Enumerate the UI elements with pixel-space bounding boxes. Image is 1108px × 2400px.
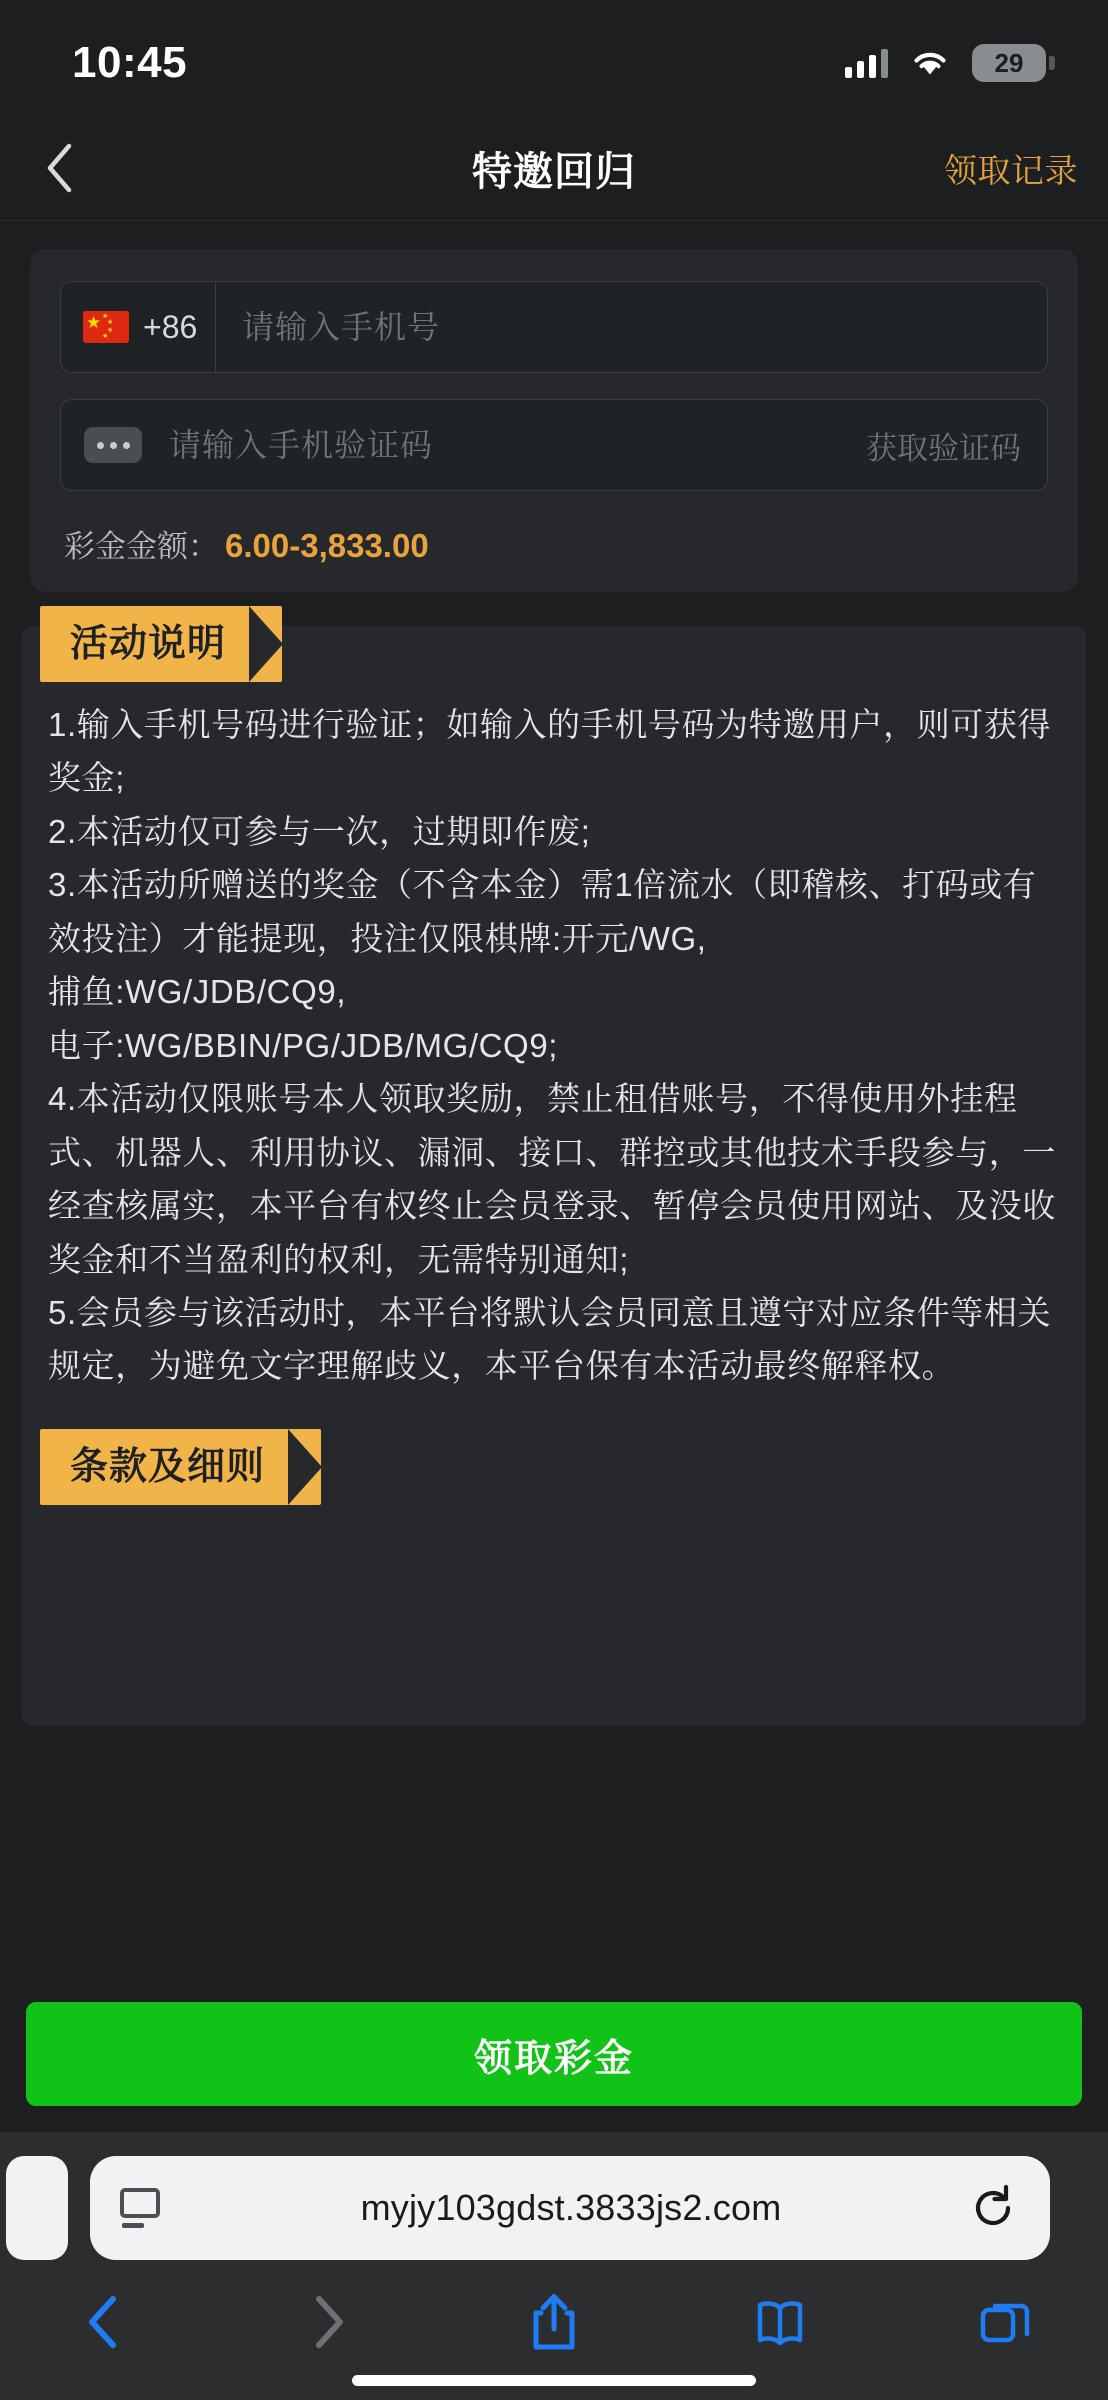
battery-icon xyxy=(972,44,1046,82)
chevron-left-icon xyxy=(43,141,77,195)
verification-code-input[interactable] xyxy=(143,427,856,464)
claim-form-card xyxy=(30,249,1078,592)
share-button[interactable] xyxy=(517,2286,591,2358)
country-code-label: +86 xyxy=(143,308,198,345)
sms-code-icon xyxy=(61,427,143,463)
phone-field-row xyxy=(60,281,1048,373)
tabs-icon xyxy=(977,2294,1033,2350)
terms-title-ribbon: 条款及细则 xyxy=(40,1429,321,1505)
verification-code-field-row xyxy=(60,399,1048,491)
tabs-button[interactable] xyxy=(968,2286,1042,2358)
bonus-amount-value: 6.00-3,833.00 xyxy=(225,527,429,564)
share-icon xyxy=(527,2291,581,2353)
rule-line: 捕鱼:WG/JDB/CQ9, xyxy=(48,973,347,1011)
adjacent-tab-edge[interactable] xyxy=(6,2156,68,2260)
rule-line: 5.会员参与该活动时，本平台将默认会员同意且遵守对应条件等相关规定，为避免文字理解歧义，本平台保有本活动最终解释权。 xyxy=(48,1293,1052,1385)
url-text: myjy103gdst.3833js2.com xyxy=(360,2187,782,2228)
china-flag-icon: ★ ★ ★ ★ ★ xyxy=(83,311,129,343)
rule-line: 2.本活动仅可参与一次，过期即作废; xyxy=(48,812,591,850)
home-indicator xyxy=(352,2375,756,2386)
nav-bar xyxy=(0,116,1108,221)
reload-icon xyxy=(968,2183,1018,2233)
rule-line: 电子:WG/BBIN/PG/JDB/MG/CQ9; xyxy=(48,1026,559,1064)
back-button[interactable] xyxy=(24,132,96,204)
bonus-amount-row xyxy=(60,521,1048,566)
browser-toolbar xyxy=(0,2260,1108,2358)
cta-container xyxy=(0,1984,1108,2132)
browser-back-icon xyxy=(83,2293,123,2351)
get-code-button[interactable]: 获取验证码 xyxy=(866,430,1021,466)
bookmarks-button[interactable] xyxy=(743,2286,817,2358)
browser-forward-button[interactable] xyxy=(292,2286,366,2358)
rule-line: 4.本活动仅限账号本人领取奖励，禁止租借账号，不得使用外挂程式、机器人、利用协议、漏洞、接口、群控或其他技术手段参与，一经查核属实，本平台有权终止会员登录、暂停会员使用网站、及没收奖金和不当盈利的权利，无需特别通知; xyxy=(48,1080,1056,1278)
browser-forward-icon xyxy=(309,2293,349,2351)
claim-records-link[interactable]: 领取记录 xyxy=(944,151,1078,189)
bookmarks-icon xyxy=(752,2294,808,2350)
reader-view-icon[interactable] xyxy=(120,2188,176,2228)
rules-title-ribbon: 活动说明 xyxy=(40,606,282,682)
page-title: 特邀回归 xyxy=(472,149,636,194)
battery-percent: 29 xyxy=(994,47,1024,78)
bonus-amount-label: 彩金金额： xyxy=(64,529,219,564)
browser-back-button[interactable] xyxy=(66,2286,140,2358)
activity-rules-panel xyxy=(22,623,1086,1726)
reload-button[interactable] xyxy=(966,2181,1020,2235)
page-content xyxy=(0,221,1108,2132)
status-indicators xyxy=(845,44,1046,82)
cellular-signal-icon xyxy=(845,48,888,78)
rule-line: 3.本活动所赠送的奖金（不含本金）需1倍流水（即稽核、打码或有效投注）才能提现，投注仅限棋牌:开元/WG, xyxy=(48,866,1037,957)
url-bar[interactable] xyxy=(90,2156,1050,2260)
claim-bonus-button[interactable]: 领取彩金 xyxy=(26,2002,1082,2106)
wifi-icon xyxy=(910,48,950,78)
phone-input[interactable] xyxy=(216,309,1047,346)
url-row xyxy=(0,2156,1108,2260)
rules-body xyxy=(22,698,1086,1393)
status-time: 10:45 xyxy=(72,38,188,87)
country-code-selector[interactable] xyxy=(61,282,216,372)
rule-line: 1.输入手机号码进行验证；如输入的手机号码为特邀用户，则可获得奖金; xyxy=(48,706,1052,797)
browser-chrome xyxy=(0,2132,1108,2400)
status-bar xyxy=(0,0,1108,116)
